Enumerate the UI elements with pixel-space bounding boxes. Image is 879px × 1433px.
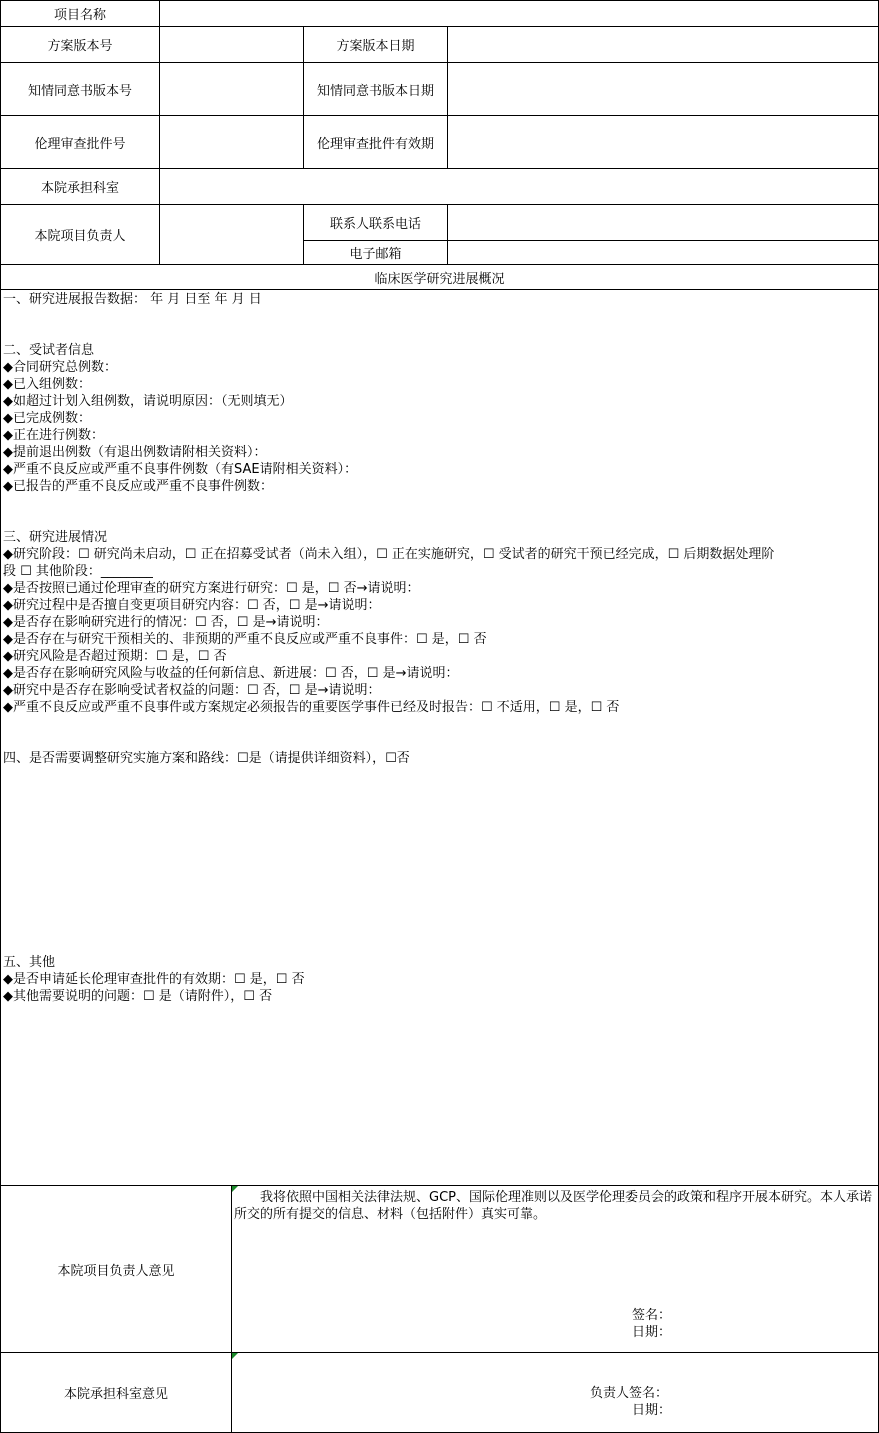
icf-version-text: 知情同意书版本号	[27, 83, 132, 99]
pi-signature-label: 签名：	[632, 1308, 672, 1323]
dept-signature-label: 负责人签名：	[590, 1386, 669, 1401]
section3-item: ◆研究风险是否超过预期：☐ 是，☐ 否	[3, 649, 227, 664]
plan-version-date-label	[303, 26, 448, 63]
section2-item: ◆合同研究总例数：	[3, 360, 117, 375]
section2-item: ◆提前退出例数（有退出例数请附相关资料）：	[3, 445, 267, 460]
comment-marker-icon	[232, 1353, 238, 1359]
contact-phone-field[interactable]	[447, 204, 879, 241]
pi-statement-text: 我将依照中国相关法律法规、GCP、国际伦理准则以及医学伦理委员会的政策和程序开展本研究。本人承诺所交的所有提交的信息、材料（包括附件）真实可靠。	[234, 1190, 872, 1222]
section3-item: ◆是否存在影响研究进行的情况：☐ 否，☐ 是→请说明：	[3, 615, 329, 630]
ethics-approval-no-text: 伦理审查批件号	[34, 136, 126, 152]
ethics-approval-no-label	[0, 115, 160, 169]
email-label	[303, 240, 448, 265]
section3-item: ◆严重不良反应或严重不良事件或方案规定必须报告的重要医学事件已经及时报告：☐ 不适用，☐ 是，☐ 否	[3, 700, 620, 715]
project-name-label	[0, 0, 160, 27]
section1-title: 一、研究进展报告数据： 年 月 日至 年 月 日	[3, 292, 262, 307]
section5-item: ◆其他需要说明的问题：☐ 是（请附件），☐ 否	[3, 989, 273, 1004]
contact-phone-text: 联系人联系电话	[329, 217, 421, 232]
pi-statement	[234, 1189, 874, 1223]
overview-title-text: 临床医学研究进展概况	[374, 271, 505, 287]
dept-date-label: 日期：	[632, 1403, 672, 1418]
section2-item: ◆严重不良反应或严重不良事件例数（有SAE请附相关资料）：	[3, 462, 358, 477]
ethics-approval-validity-field[interactable]	[447, 115, 879, 169]
pi-date-label: 日期：	[632, 1325, 672, 1340]
icf-version-field[interactable]	[159, 62, 304, 116]
pi-field[interactable]	[159, 204, 304, 265]
project-name-field[interactable]	[159, 0, 879, 27]
section3-item: 段 ☐ 其他阶段：________	[3, 564, 153, 579]
dept-opinion-text: 本院承担科室意见	[63, 1387, 168, 1402]
email-field[interactable]	[447, 240, 879, 265]
plan-version-field[interactable]	[159, 26, 304, 63]
section3-item: ◆是否存在影响研究风险与收益的任何新信息、新进展：☐ 否，☐ 是→请说明：	[3, 666, 459, 681]
section3-item: ◆研究过程中是否擅自变更项目研究内容：☐ 否，☐ 是→请说明：	[3, 598, 381, 613]
project-name-text: 项目名称	[53, 8, 106, 23]
section3-item: ◆研究中是否存在影响受试者权益的问题：☐ 否，☐ 是→请说明：	[3, 683, 381, 698]
department-text: 本院承担科室	[40, 181, 119, 196]
dept-opinion-field[interactable]	[231, 1352, 879, 1433]
department-field[interactable]	[159, 168, 879, 205]
dept-opinion-label	[0, 1352, 232, 1433]
section2-item: ◆已报告的严重不良反应或严重不良事件例数：	[3, 479, 273, 494]
plan-version-date-text: 方案版本日期	[336, 39, 415, 54]
section3-item: ◆是否存在与研究干预相关的、非预期的严重不良反应或严重不良事件：☐ 是，☐ 否	[3, 632, 487, 647]
icf-version-date-text: 知情同意书版本日期	[316, 83, 434, 99]
pi-opinion-label	[0, 1185, 232, 1353]
section2-item: ◆如超过计划入组例数，请说明原因：（无则填无）	[3, 394, 293, 409]
department-label	[0, 168, 160, 205]
contact-phone-label	[303, 204, 448, 241]
icf-version-label	[0, 62, 160, 116]
section3-item: ◆研究阶段：☐ 研究尚未启动，☐ 正在招募受试者（尚未入组），☐ 正在实施研究，☐ 受试者的研究干预已经完成，☐ 后期数据处理阶	[3, 547, 775, 562]
section4-title: 四、是否需要调整研究实施方案和路线：☐是（请提供详细资料），☐否	[3, 751, 410, 766]
plan-version-label	[0, 26, 160, 63]
ethics-approval-validity-label	[303, 115, 448, 169]
icf-version-date-field[interactable]	[447, 62, 879, 116]
overview-title	[0, 264, 879, 290]
ethics-approval-validity-text: 伦理审查批件有效期	[316, 136, 434, 152]
pi-text: 本院项目负责人	[34, 229, 126, 244]
section2-item: ◆已完成例数：	[3, 411, 91, 426]
section2-title: 二、受试者信息	[3, 343, 95, 358]
pi-opinion-text: 本院项目负责人意见	[57, 1263, 175, 1279]
section2-item: ◆已入组例数：	[3, 377, 91, 392]
ethics-approval-no-field[interactable]	[159, 115, 304, 169]
icf-version-date-label	[303, 62, 448, 116]
section3-item: ◆是否按照已通过伦理审查的研究方案进行研究：☐ 是，☐ 否→请说明：	[3, 581, 420, 596]
section5-title: 五、其他	[3, 955, 56, 970]
progress-content-area[interactable]	[0, 289, 879, 1186]
section5-item: ◆是否申请延长伦理审查批件的有效期：☐ 是，☐ 否	[3, 972, 305, 987]
section2-item: ◆正在进行例数：	[3, 428, 104, 443]
email-text: 电子邮箱	[349, 247, 402, 262]
section3-title: 三、研究进展情况	[3, 530, 108, 545]
plan-version-text: 方案版本号	[47, 39, 113, 54]
pi-label	[0, 204, 160, 265]
plan-version-date-field[interactable]	[447, 26, 879, 63]
